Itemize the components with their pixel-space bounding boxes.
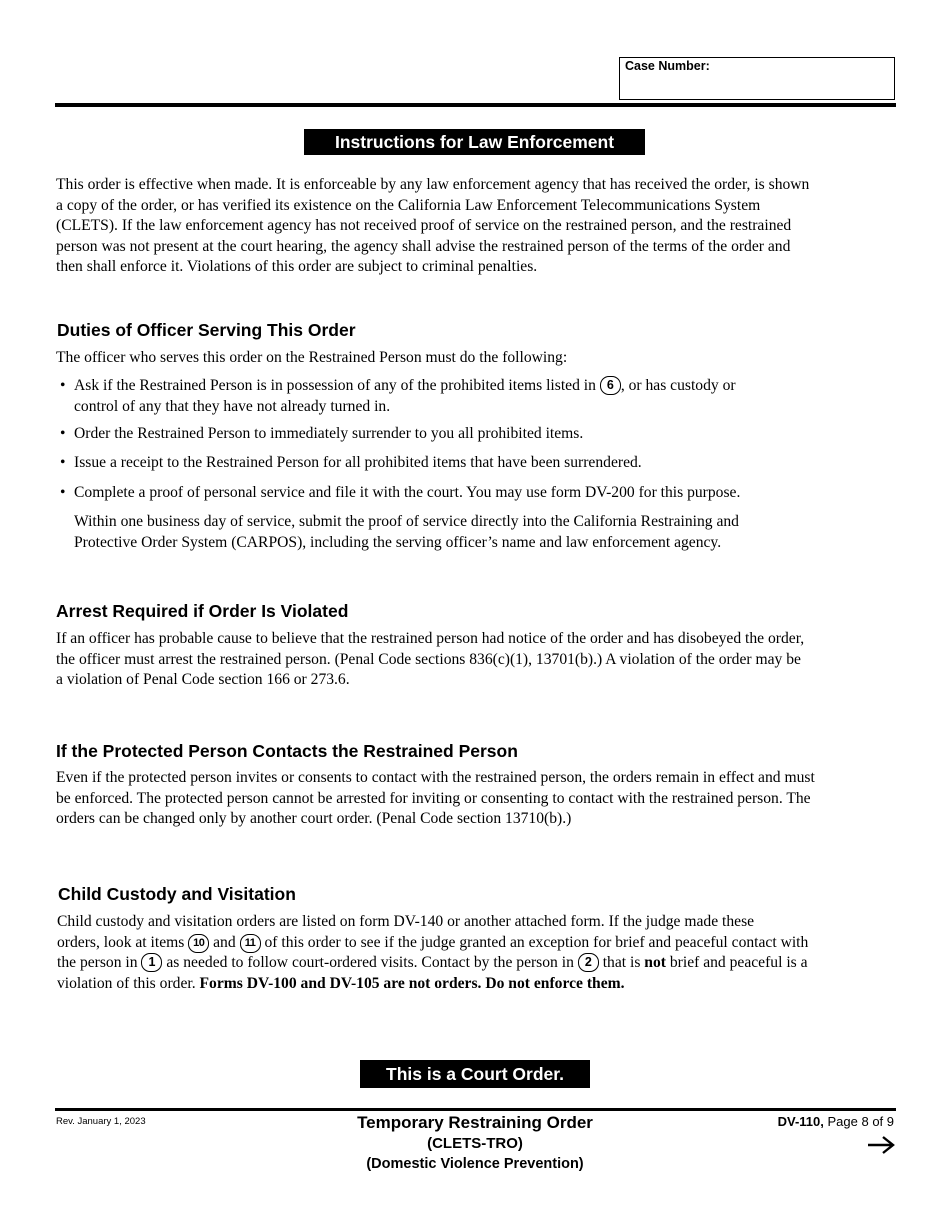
custody-line	[57, 933, 897, 954]
item-number-badge: 11	[240, 934, 261, 953]
form-subtitle: (Domestic Violence Prevention)	[366, 1156, 584, 1172]
custody-text: orders, look at items	[57, 933, 185, 951]
duties-intro: The officer who serves this order on the Restrained Person must do the following:	[56, 349, 568, 366]
arrest-heading: Arrest Required if Order Is Violated	[56, 601, 349, 621]
page-info	[778, 1114, 894, 1129]
custody-warning: Forms DV-100 and DV-105 are not orders. Do not enforce them.	[199, 974, 625, 992]
duties-carpos-note	[74, 512, 854, 553]
duties-bullet	[60, 453, 834, 474]
item-number-badge: 1	[141, 953, 162, 972]
duties-bullet	[60, 424, 834, 445]
intro-paragraph	[56, 175, 896, 278]
custody-emphasis: not	[644, 954, 666, 971]
item-number-badge: 10	[188, 934, 209, 953]
item-number-badge: 2	[578, 953, 599, 972]
form-subtitle: (CLETS-TRO)	[427, 1135, 523, 1152]
court-order-banner: This is a Court Order.	[360, 1060, 590, 1088]
item-number-badge: 6	[600, 376, 621, 395]
contact-line: orders can be changed only by another court order. (Penal Code section 13710(b).)	[56, 810, 572, 827]
bullet-text: Ask if the Restrained Person is in possession of any of the prohibited items listed in	[74, 377, 596, 394]
intro-line: person was not present at the court hearing, the agency shall advise the restrained person of the terms of the order and	[56, 237, 791, 255]
bullet-text: , or has custody or	[620, 377, 736, 394]
intro-line: (CLETS). If the law enforcement agency has not received proof of service on the restrained person, and the restrained	[56, 217, 792, 234]
custody-line: Child custody and visitation orders are listed on form DV-140 or another attached form. If the judge made these	[57, 913, 755, 930]
custody-text: that is	[602, 954, 641, 971]
arrest-line: a violation of Penal Code section 166 or 273.6.	[56, 671, 350, 688]
header-rule	[55, 103, 896, 107]
custody-paragraph	[57, 912, 897, 994]
case-number-box[interactable]	[619, 57, 895, 100]
duties-heading: Duties of Officer Serving This Order	[57, 320, 356, 340]
intro-line: a copy of the order, or has verified its existence on the California Law Enforcement Telecommunications System	[56, 196, 761, 214]
arrest-line: If an officer has probable cause to believe that the restrained person had notice of the order and has disobeyed the order,	[56, 630, 805, 647]
note-line: Within one business day of service, submit the proof of service directly into the California Restraining and	[74, 513, 739, 530]
custody-line	[57, 974, 897, 995]
note-line: Protective Order System (CARPOS), including the serving officer’s name and law enforcement agency.	[74, 533, 722, 551]
form-title: Temporary Restraining Order	[357, 1113, 593, 1132]
contact-line: be enforced. The protected person cannot be arrested for inviting or consenting to contact with the restrained person. The	[56, 789, 811, 807]
instructions-banner: Instructions for Law Enforcement	[304, 129, 645, 155]
bullet-text: Issue a receipt to the Restrained Person for all prohibited items that have been surrendered.	[74, 454, 642, 471]
case-number-label: Case Number:	[625, 59, 710, 73]
bullet-icon: •	[60, 484, 66, 501]
footer-rule	[55, 1108, 896, 1111]
custody-text: brief and peaceful is a	[669, 954, 808, 971]
custody-text: as needed to follow court-ordered visits. Contact by the person in	[166, 954, 574, 971]
intro-line: then shall enforce it. Violations of this order are subject to criminal penalties.	[56, 258, 538, 275]
duties-bullet	[60, 376, 834, 417]
custody-text: and	[213, 933, 236, 951]
bullet-icon: •	[60, 454, 66, 471]
arrest-paragraph	[56, 629, 896, 691]
custody-heading: Child Custody and Visitation	[58, 884, 296, 904]
bullet-icon: •	[60, 425, 66, 442]
duties-bullet	[60, 483, 834, 504]
custody-line	[57, 953, 897, 974]
custody-text: violation of this order.	[57, 974, 196, 992]
arrest-line: the officer must arrest the restrained person. (Penal Code sections 836(c)(1), 13701(b).) A violation of the order may be	[56, 650, 801, 668]
bullet-icon: •	[60, 377, 66, 394]
form-number: DV-110,	[777, 1114, 824, 1129]
contact-heading: If the Protected Person Contacts the Restrained Person	[56, 741, 518, 761]
contact-line: Even if the protected person invites or consents to contact with the restrained person, the orders remain in effect and must	[56, 769, 815, 786]
bullet-text: Complete a proof of personal service and file it with the court. You may use form DV-200 for this purpose.	[74, 484, 741, 501]
bullet-text: Order the Restrained Person to immediately surrender to you all prohibited items.	[74, 425, 584, 442]
bullet-text: control of any that they have not already turned in.	[74, 397, 391, 415]
intro-line: This order is effective when made. It is enforceable by any law enforcement agency that has received the order, is shown	[56, 176, 810, 193]
contact-paragraph	[56, 768, 896, 830]
custody-text: of this order to see if the judge granted an exception for brief and peaceful contact with	[264, 933, 809, 951]
revision-date: Rev. January 1, 2023	[56, 1116, 146, 1127]
page-number: Page 8 of 9	[827, 1114, 894, 1129]
custody-text: the person in	[57, 954, 138, 971]
next-page-arrow-icon[interactable]	[866, 1134, 896, 1156]
